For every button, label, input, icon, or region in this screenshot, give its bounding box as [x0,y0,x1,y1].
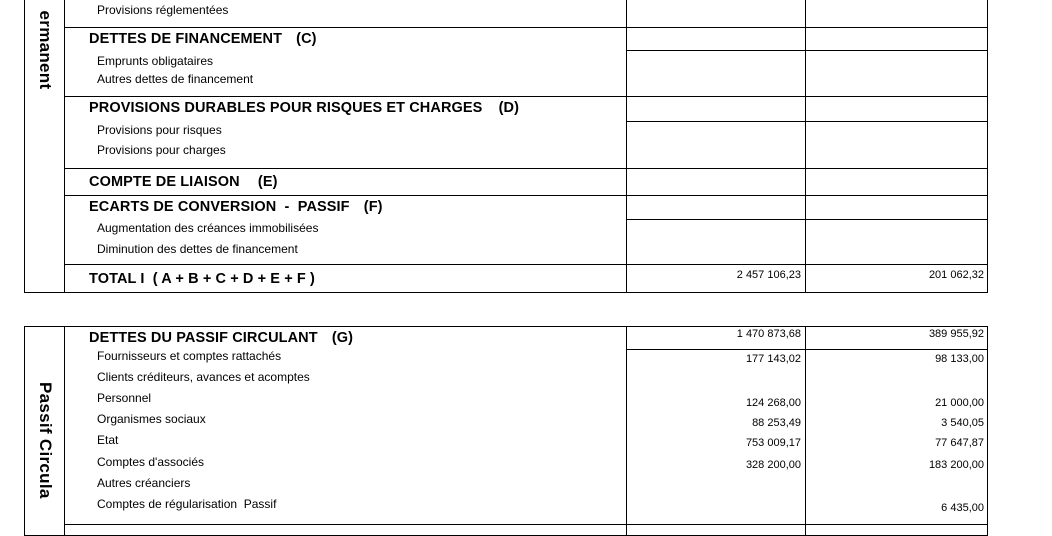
item-label: Organismes sociaux [97,412,206,426]
section-code: (F) [363,199,383,215]
section-title: ECARTS DE CONVERSION - PASSIF [89,199,350,215]
section-ecarts-conversion [89,199,383,215]
section-title: PROVISIONS DURABLES POUR RISQUES ET CHARGES [89,100,483,116]
dettes-passif-current-value: 1 470 873,68 [736,328,801,340]
section-dettes-financement [89,31,317,47]
row-divider [64,264,987,265]
item-label: Comptes de régularisation Passif [97,497,277,511]
item-label: Clients créditeurs, avances et acomptes [97,370,310,384]
item-previous-value: 98 133,00 [935,353,984,365]
item-current-value: 753 009,17 [745,437,801,449]
total-i-label: TOTAL I ( A + B + C + D + E + F ) [89,271,315,287]
section-provisions-durables [89,100,519,116]
item-autres-dettes-financement: Autres dettes de financement [97,72,254,86]
side-label-divider [64,326,65,536]
item-previous-value: 183 200,00 [928,459,984,471]
value-divider [626,50,987,51]
item-current-value: 328 200,00 [745,459,801,471]
row-divider [64,168,987,169]
dettes-passif-previous-value: 389 955,92 [928,328,984,340]
column-divider-current [626,0,627,293]
side-label-financement-permanent: ermanent [36,10,55,90]
section-title: COMPTE DE LIAISON [89,174,240,190]
item-emprunts-obligataires: Emprunts obligataires [97,54,214,68]
item-current-value: 124 268,00 [745,397,801,409]
section-title: DETTES DE FINANCEMENT [89,31,283,47]
item-label: Autres créanciers [97,476,191,490]
row-divider [64,195,987,196]
side-label-divider [64,0,65,293]
section-title: DETTES DU PASSIF CIRCULANT [89,330,318,346]
section-code: (C) [296,31,317,47]
row-divider [64,524,987,525]
total-i-previous-value: 201 062,32 [928,269,984,281]
item-previous-value: 3 540,05 [941,417,984,429]
section-code: (E) [257,174,278,190]
side-label-passif-circulant: Passif Circula [36,382,55,499]
item-provisions-reglementees: Provisions réglementées [97,3,229,17]
item-label: Comptes d'associés [97,455,205,469]
value-divider [626,219,987,220]
item-diminution-dettes: Diminution des dettes de financement [97,242,298,256]
item-previous-value: 77 647,87 [935,437,984,449]
item-label: Etat [97,433,119,447]
value-divider [626,121,987,122]
item-current-value: 177 143,02 [745,353,801,365]
item-previous-value: 21 000,00 [935,397,984,409]
row-divider [64,96,987,97]
item-provisions-charges: Provisions pour charges [97,143,226,157]
section-code: (G) [331,330,354,346]
section-dettes-passif-circulant [89,330,353,346]
column-divider-previous [805,0,806,293]
item-label: Fournisseurs et comptes rattachés [97,349,282,363]
total-i-current-value: 2 457 106,23 [736,269,801,281]
section-compte-liaison [89,174,278,190]
section-code: (D) [498,100,520,116]
item-previous-value: 6 435,00 [941,502,984,514]
row-divider [64,27,987,28]
item-current-value: 88 253,49 [752,417,801,429]
item-augmentation-creances: Augmentation des créances immobilisées [97,221,319,235]
item-provisions-risques: Provisions pour risques [97,123,222,137]
value-divider [626,349,987,350]
item-label: Personnel [97,391,152,405]
